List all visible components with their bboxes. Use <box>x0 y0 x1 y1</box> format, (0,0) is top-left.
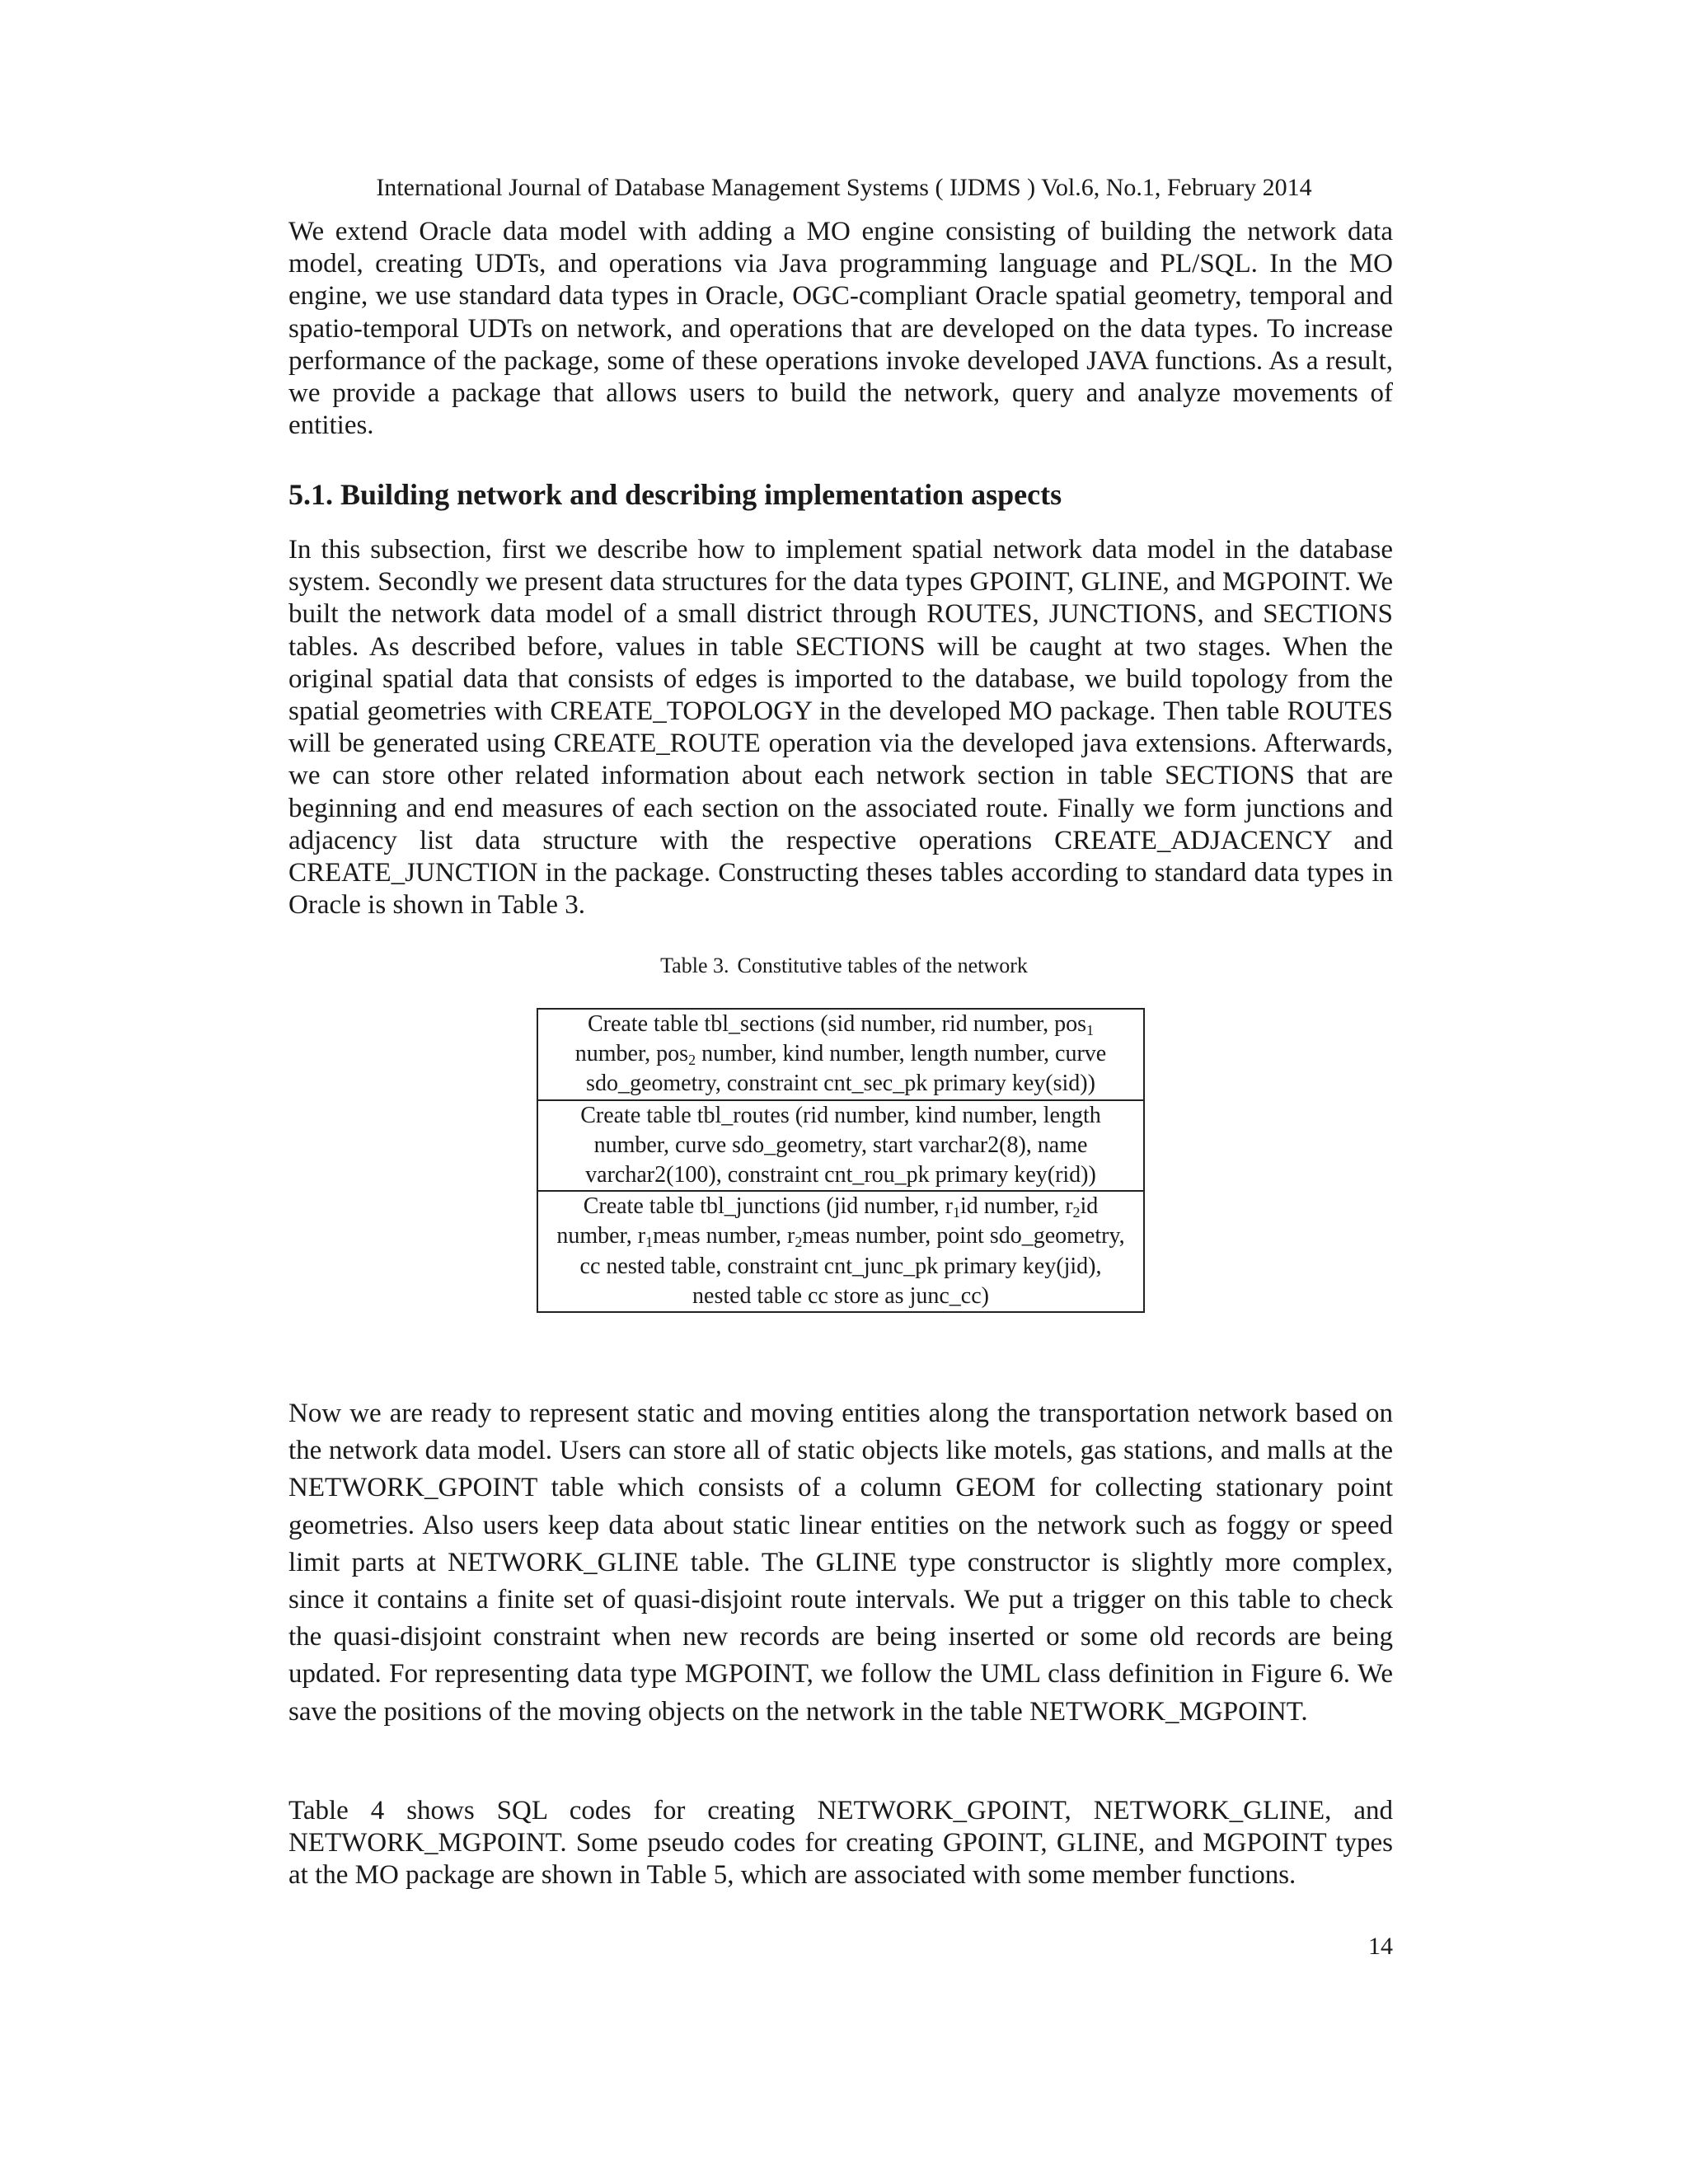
junctions-table-cell: Create table tbl_junctions (jid number, $r_1id$ number, $r_2id$ number, $r_1meas$ number, $r_2meas$ number, point sdo_geometry, cc nested table, constraint cnt_junc_pk primary key(jid), nested table cc store as junc_cc) <box>537 1191 1144 1312</box>
section-heading <box>288 476 1062 513</box>
table-row <box>537 1100 1144 1192</box>
sections-table-cell: Create table tbl_sections (sid number, rid number, pos$_1$ number, pos$_2$ number, kind number, length number, curve sdo_geometry, constraint cnt_sec_pk primary key(sid)) <box>537 1009 1144 1100</box>
section-number: 5.1. <box>288 478 333 511</box>
running-header: International Journal of Database Management Systems ( IJDMS ) Vol.6, No.1, February 2014 <box>376 174 1312 201</box>
section-paragraph: In this subsection, first we describe how to implement spatial network data model in the database system. Secondly we present data structures for the data types GPOINT, GLINE, and MGPOINT. We built the network data model of a small district through ROUTES, JUNCTIONS, and SECTIONS tables. As described before, values in table SECTIONS will be caught at two stages. When the original spatial data that consists of edges is imported to the database, we build topology from the spatial geometries with CREATE_TOPOLOGY in the developed MO package. Then table ROUTES will be generated using CREATE_ROUTE operation via the developed java extensions. Afterwards, we can store other related information about each network section in table SECTIONS that are beginning and end measures of each section on the associated route. Finally we form junctions and adjacency list data structure with the respective operations CREATE_ADJACENCY and CREATE_JUNCTION in the package. Constructing theses tables according to standard data types in Oracle is shown in Table 3. <box>288 535 1393 921</box>
table-caption <box>0 952 1688 980</box>
entities-paragraph: Now we are ready to represent static and moving entities along the transportation network based on the network data model. Users can store all of static objects like motels, gas stations, and malls at the NETWORK_GPOINT table which consists of a column GEOM for collecting stationary point geometries. Also users keep data about static linear entities on the network such as foggy or speed limit parts at NETWORK_GLINE table. The GLINE type constructor is slightly more complex, since it contains a finite set of quasi-disjoint route intervals. We put a trigger on this table to check the quasi-disjoint constraint when new records are being inserted or some old records are being updated. For representing data type MGPOINT, we follow the UML class definition in Figure 6. We save the positions of the moving objects on the network in the table NETWORK_MGPOINT. <box>288 1399 1393 1727</box>
intro-paragraph: We extend Oracle data model with adding a MO engine consisting of building the network data model, creating UDTs, and operations via Java programming language and PL/SQL. In the MO engine, we use standard data types in Oracle, OGC-compliant Oracle spatial geometry, temporal and spatio-temporal UDTs on network, and operations that are developed on the data types. To increase performance of the package, some of these operations invoke developed JAVA functions. As a result, we provide a package that allows users to build the network, query and analyze movements of entities. <box>288 217 1393 441</box>
table-caption-label: Table 3. <box>660 954 729 977</box>
table-row <box>537 1191 1144 1312</box>
table-caption-text: Constitutive tables of the network <box>737 954 1028 977</box>
routes-table-cell: Create table tbl_routes (rid number, kind number, length number, curve sdo_geometry, start varchar2(8), name varchar2(100), constraint cnt_rou_pk primary key(rid)) <box>537 1100 1144 1192</box>
network-tables-table <box>537 1008 1145 1313</box>
section-title: Building network and describing implementation aspects <box>340 478 1062 511</box>
table-row <box>537 1009 1144 1100</box>
table4-paragraph: Table 4 shows SQL codes for creating NETWORK_GPOINT, NETWORK_GLINE, and NETWORK_MGPOINT. Some pseudo codes for creating GPOINT, GLINE, and MGPOINT types at the MO package are shown in Table 5, which are associated with some member functions. <box>288 1796 1393 1891</box>
page-number: 14 <box>1368 1933 1393 1960</box>
